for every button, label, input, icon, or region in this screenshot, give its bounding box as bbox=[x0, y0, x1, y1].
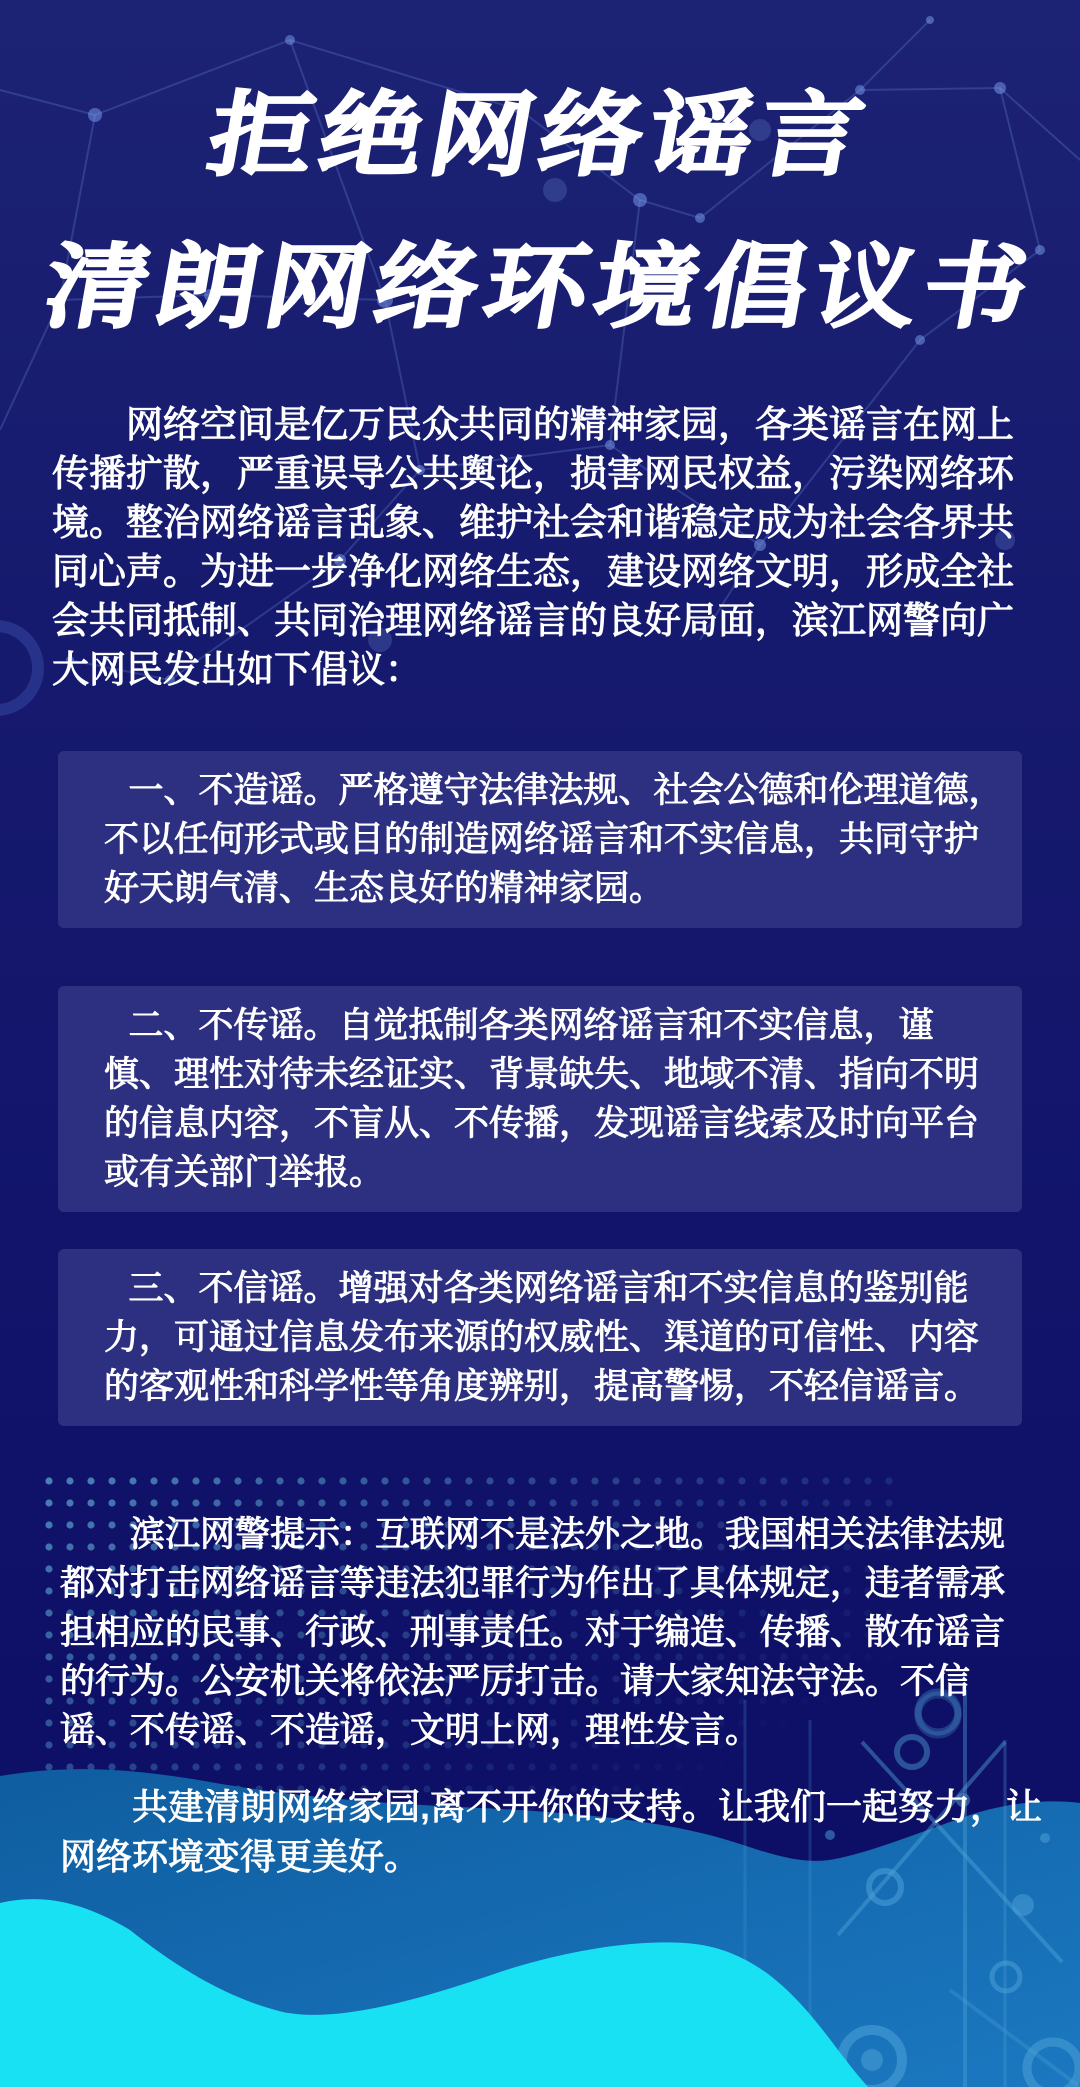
pledge-box-1-no-fabricating bbox=[58, 751, 1022, 928]
text-line: 一、不造谣。严格遵守法律法规、社会公德和伦理道德， bbox=[128, 771, 1004, 810]
text-line: 共建清朗网络家园,离不开你的支持。让我们一起努力，让 bbox=[132, 1786, 1043, 1827]
text-line: 都对打击网络谣言等违法犯罪行为作出了具体规定，违者需承 bbox=[60, 1564, 1006, 1603]
ring-decoration-left bbox=[0, 626, 38, 710]
text-line: 担相应的民事、行政、刑事责任。对于编造、传播、散布谣言 bbox=[60, 1613, 1006, 1652]
text-line: 三、不信谣。增强对各类网络谣言和不实信息的鉴别能 bbox=[128, 1269, 969, 1308]
intro-paragraph bbox=[52, 400, 1042, 694]
text-line: 滨江网警提示：互联网不是法外之地。我国相关法律法规 bbox=[130, 1515, 1006, 1554]
text-line: 的客观性和科学性等角度辨别，提高警惕，不轻信谣言。 bbox=[104, 1367, 980, 1406]
poster-title-line1 bbox=[0, 80, 1080, 192]
text-line: 不以任何形式或目的制造网络谣言和不实信息，共同守护 bbox=[104, 820, 980, 859]
text-line: 的行为。公安机关将依法严厉打击。请大家知法守法。不信 bbox=[60, 1662, 971, 1701]
text-line: 同心声。为进一步净化网络生态，建设网络文明，形成全社 bbox=[52, 551, 1014, 592]
text-line: 境。整治网络谣言乱象、维护社会和谐稳定成为社会各界共 bbox=[52, 502, 1014, 543]
police-notice-paragraph bbox=[60, 1510, 1050, 1755]
text-line: 谣、不传谣、不造谣，文明上网，理性发言。 bbox=[60, 1711, 761, 1750]
text-line: 的信息内容，不盲从、不传播，发现谣言线索及时向平台 bbox=[104, 1104, 980, 1143]
text-line: 或有关部门举报。 bbox=[104, 1153, 385, 1192]
text-line: 二、不传谣。自觉抵制各类网络谣言和不实信息，谨 bbox=[128, 1006, 934, 1045]
pledge-box-3-no-believing bbox=[58, 1249, 1022, 1426]
text-line: 会共同抵制、共同治理网络谣言的良好局面，滨江网警向广 bbox=[52, 600, 1014, 641]
poster-title-line2 bbox=[0, 232, 1080, 344]
text-line: 慎、理性对待未经证实、背景缺失、地域不清、指向不明 bbox=[104, 1055, 980, 1094]
text-line: 好天朗气清、生态良好的精神家园。 bbox=[104, 869, 665, 908]
closing-paragraph bbox=[60, 1782, 1050, 1882]
text-line: 网络环境变得更美好。 bbox=[60, 1836, 421, 1877]
text-line: 网络空间是亿万民众共同的精神家园，各类谣言在网上 bbox=[126, 404, 1014, 445]
text-line: 大网民发出如下倡议： bbox=[52, 649, 422, 690]
text-line: 传播扩散，严重误导公共舆论，损害网民权益，污染网络环 bbox=[52, 453, 1014, 494]
poster-title-line2-text: 清朗网络环境倡议书 bbox=[37, 237, 1043, 339]
text-line: 力，可通过信息发布来源的权威性、渠道的可信性、内容 bbox=[104, 1318, 980, 1357]
poster-title-line1-text: 拒绝网络谣言 bbox=[201, 85, 879, 187]
pledge-box-2-no-spreading bbox=[58, 986, 1022, 1212]
